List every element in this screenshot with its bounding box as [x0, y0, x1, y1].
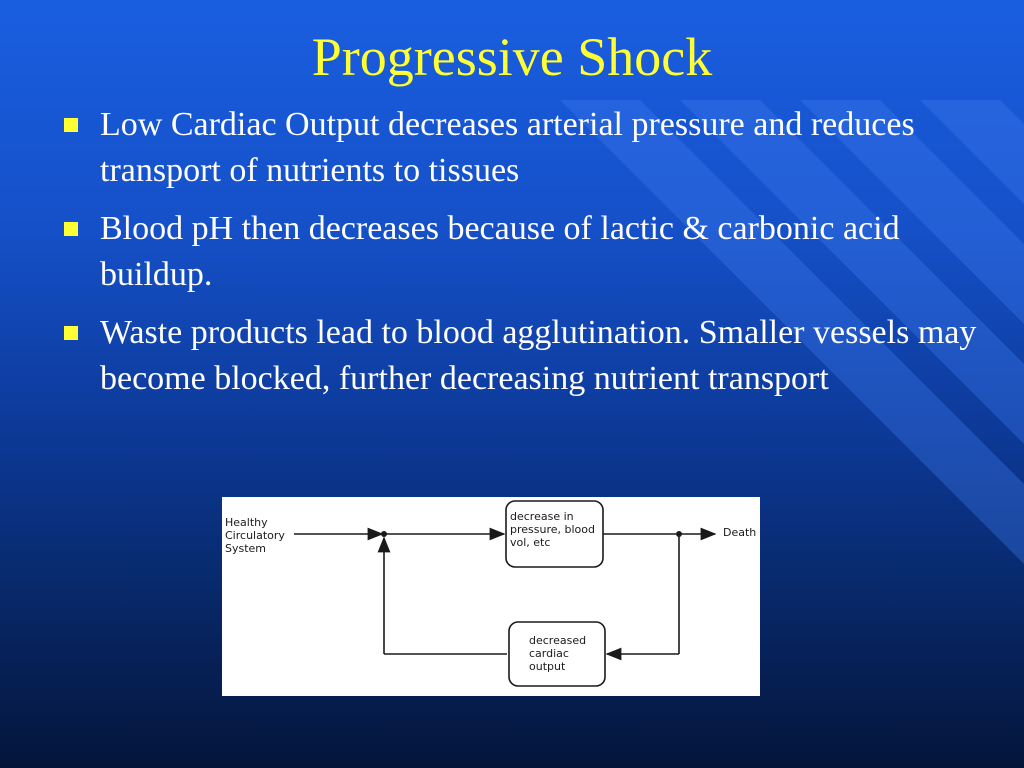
- pressure-box-label: [510, 510, 595, 549]
- junction-dot-right: [676, 531, 682, 537]
- bullet-text: Waste products lead to blood agglutination. Smaller vessels may become blocked, further decreasing nutrient transport: [100, 314, 977, 397]
- label-line: decrease in: [510, 510, 574, 523]
- shock-cycle-diagram: [222, 497, 760, 696]
- label-line: vol, etc: [510, 536, 551, 549]
- label-line: cardiac: [529, 647, 569, 660]
- label-line: output: [529, 660, 566, 673]
- death-label: Death: [723, 526, 757, 539]
- square-bullet-icon: [64, 326, 78, 340]
- label-line: Circulatory: [225, 529, 285, 542]
- square-bullet-icon: [64, 222, 78, 236]
- bullet-item: [58, 310, 978, 402]
- label-line: System: [225, 542, 267, 555]
- label-line: pressure, blood: [510, 523, 595, 536]
- cardiac-box-label: [529, 634, 586, 673]
- bullet-text: Blood pH then decreases because of lactic & carbonic acid buildup.: [100, 210, 900, 293]
- flow-diagram-lines: [222, 497, 760, 696]
- bullet-list: [58, 102, 978, 414]
- healthy-system-label: [225, 516, 285, 555]
- label-line: Healthy: [225, 516, 268, 529]
- bullet-text: Low Cardiac Output decreases arterial pressure and reduces transport of nutrients to tissues: [100, 106, 915, 189]
- junction-dot-left: [381, 531, 387, 537]
- bullet-item: [58, 206, 978, 298]
- bullet-item: [58, 102, 978, 194]
- square-bullet-icon: [64, 118, 78, 132]
- label-line: decreased: [529, 634, 587, 647]
- slide-title: Progressive Shock: [311, 27, 713, 87]
